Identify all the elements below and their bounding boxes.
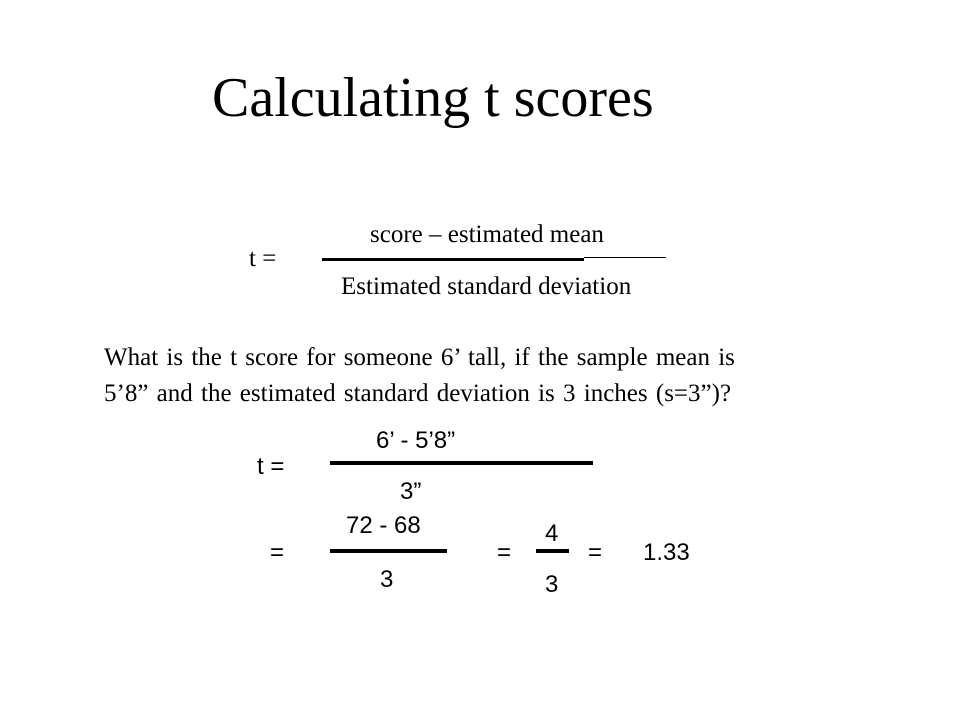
step-fraction-2-denominator: 3 (545, 571, 559, 598)
step-result: 1.33 (643, 539, 690, 566)
step-equals-2: = (497, 539, 512, 566)
step-fraction-1-denominator: 3 (380, 566, 394, 593)
example-numerator: 6’ - 5’8” (376, 427, 456, 454)
question-line-1: What is the t score for someone 6’ tall, if the sample mean is (104, 344, 735, 371)
step-fraction-1-bar (330, 549, 447, 553)
formula-fraction-bar (322, 258, 584, 261)
formula-numerator: score – estimated mean (370, 221, 604, 248)
step-fraction-1-numerator: 72 - 68 (346, 512, 421, 539)
step-fraction-2-bar (536, 549, 569, 553)
slide-title: Calculating t scores (212, 67, 654, 129)
step-equals-1: = (270, 539, 285, 566)
formula-fraction-bar-extension (584, 257, 666, 258)
question-line-2: 5’8” and the estimated standard deviation is 3 inches (s=3”)? (104, 380, 732, 407)
formula-lhs: t = (249, 245, 277, 272)
formula-denominator: Estimated standard deviation (341, 273, 632, 300)
example-fraction-bar (330, 461, 593, 465)
question-text (104, 340, 735, 412)
step-fraction-2-numerator: 4 (545, 520, 559, 547)
step-equals-3: = (588, 539, 603, 566)
example-denominator: 3” (400, 478, 422, 505)
example-lhs: t = (257, 453, 285, 480)
